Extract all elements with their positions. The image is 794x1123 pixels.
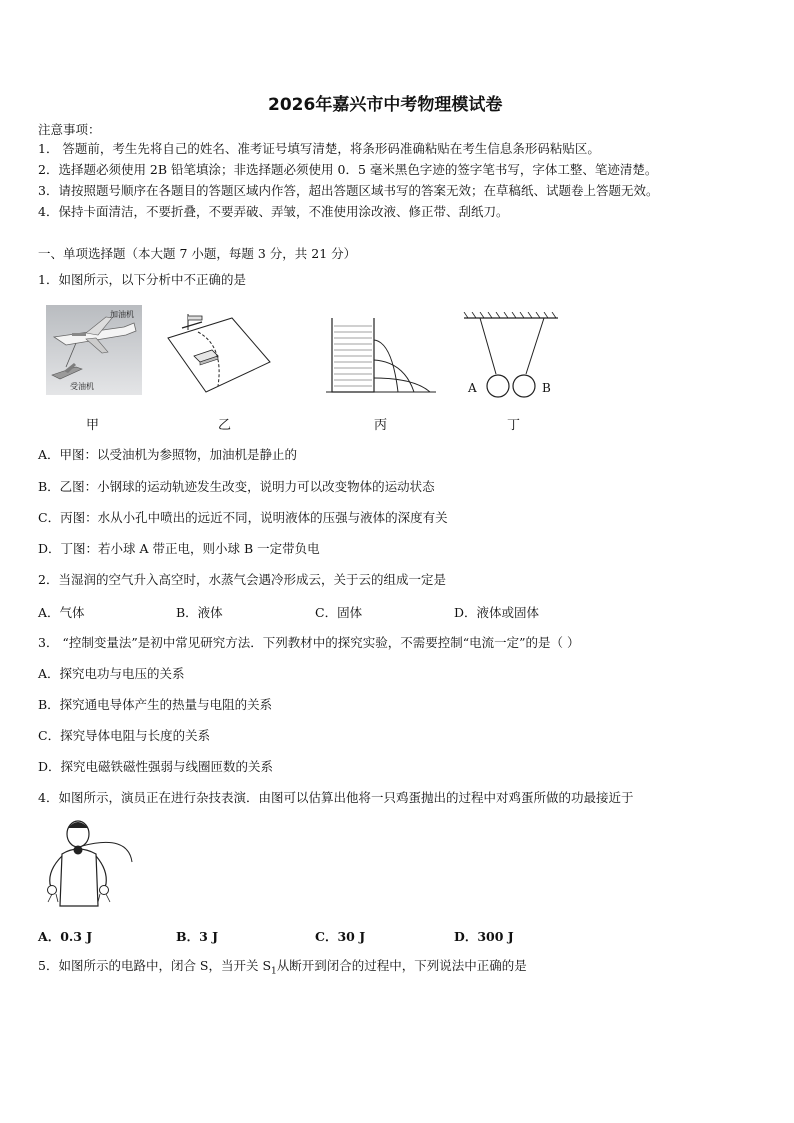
steel-ball-diagram	[162, 310, 274, 396]
juggler-figure	[38, 814, 138, 918]
q2-stem: 2．当湿润的空气升入高空时，水蒸气会遇冷形成云，关于云的组成一定是	[38, 572, 446, 587]
fig-label-ding: 丁	[507, 418, 521, 433]
q1-option-a: A．甲图：以受油机为参照物，加油机是静止的	[38, 447, 298, 462]
q5-stem	[38, 958, 527, 980]
q3-option-b: B．探究通电导体产生的热量与电阻的关系	[38, 697, 273, 712]
ball-b-label: B	[542, 381, 551, 395]
fig-label-yi: 乙	[218, 418, 232, 433]
ball-a-label: A	[468, 381, 477, 395]
page-title: 2026年嘉兴市中考物理模试卷	[268, 95, 503, 115]
notice-item-3: 3．请按照题号顺序在各题目的答题区域内作答，超出答题区域书写的答案无效；在草稿纸、试题卷上答题无效。	[38, 183, 659, 198]
q5-stem-part2: 从断开到闭合的过程中，下列说法中正确的是	[276, 958, 527, 973]
fig-label-jia: 甲	[86, 418, 100, 433]
q4-stem: 4．如图所示，演员正在进行杂技表演．由图可以估算出他将一只鸡蛋抛出的过程中对鸡蛋所做的功最接近于	[38, 790, 634, 805]
q4-option-b: B．3 J	[176, 929, 219, 944]
q1-stem: 1．如图所示，以下分析中不正确的是	[38, 272, 246, 287]
q5-switch-subscript: 1	[271, 966, 277, 977]
steel-ball-figure	[162, 310, 274, 396]
q2-option-d: D．液体或固体	[454, 605, 540, 620]
q1-option-d: D．丁图：若小球 A 带正电，则小球 B 一定带负电	[38, 541, 320, 556]
q4-option-c: C．30 J	[315, 929, 366, 944]
q4-option-d: D．300 J	[454, 929, 514, 944]
q3-option-a: A．探究电功与电压的关系	[38, 666, 185, 681]
q3-option-d: D．探究电磁铁磁性强弱与线圈匝数的关系	[38, 759, 274, 774]
fig-label-bing: 丙	[374, 418, 388, 433]
q3-option-c: C．探究导体电阻与长度的关系	[38, 728, 211, 743]
q1-option-b: B．乙图：小钢球的运动轨迹发生改变，说明力可以改变物体的运动状态	[38, 479, 435, 494]
notice-item-4: 4．保持卡面清洁，不要折叠，不要弄破、弄皱，不准使用涂改液、修正带、刮纸刀。	[38, 204, 509, 219]
q3-stem: 3． “控制变量法”是初中常见研究方法．下列教材中的探究实验，不需要控制“电流一定”的是（ ）	[38, 635, 580, 650]
notice-item-1: 1． 答题前，考生先将自己的姓名、准考证号填写清楚，将条形码准确粘贴在考生信息条形码粘贴区。	[38, 141, 600, 156]
q4-option-a: A．0.3 J	[38, 929, 93, 944]
section-heading: 一、单项选择题（本大题 7 小题，每题 3 分，共 21 分）	[38, 246, 357, 261]
q1-option-c: C．丙图：水从小孔中喷出的远近不同，说明液体的压强与液体的深度有关	[38, 510, 448, 525]
q2-option-b: B．液体	[176, 605, 223, 620]
refueling-aircraft-figure	[46, 305, 142, 395]
hanging-balls-figure	[462, 312, 562, 402]
q2-option-a: A．气体	[38, 605, 85, 620]
q2-option-c: C．固体	[315, 605, 363, 620]
notice-item-2: 2．选择题必须使用 2B 铅笔填涂；非选择题必须使用 0．5 毫米黑色字迹的签字笔书写，字体工整、笔迹清楚。	[38, 162, 658, 177]
juggler-drawing	[38, 814, 138, 918]
q5-stem-part1: 5．如图所示的电路中，闭合 S，当开关 S	[38, 958, 272, 973]
water-jets-figure	[326, 312, 438, 396]
notice-heading: 注意事项：	[38, 122, 101, 137]
tanker-label: 加油机	[110, 310, 134, 319]
water-container-diagram	[326, 312, 438, 396]
receiver-label: 受油机	[70, 382, 94, 391]
